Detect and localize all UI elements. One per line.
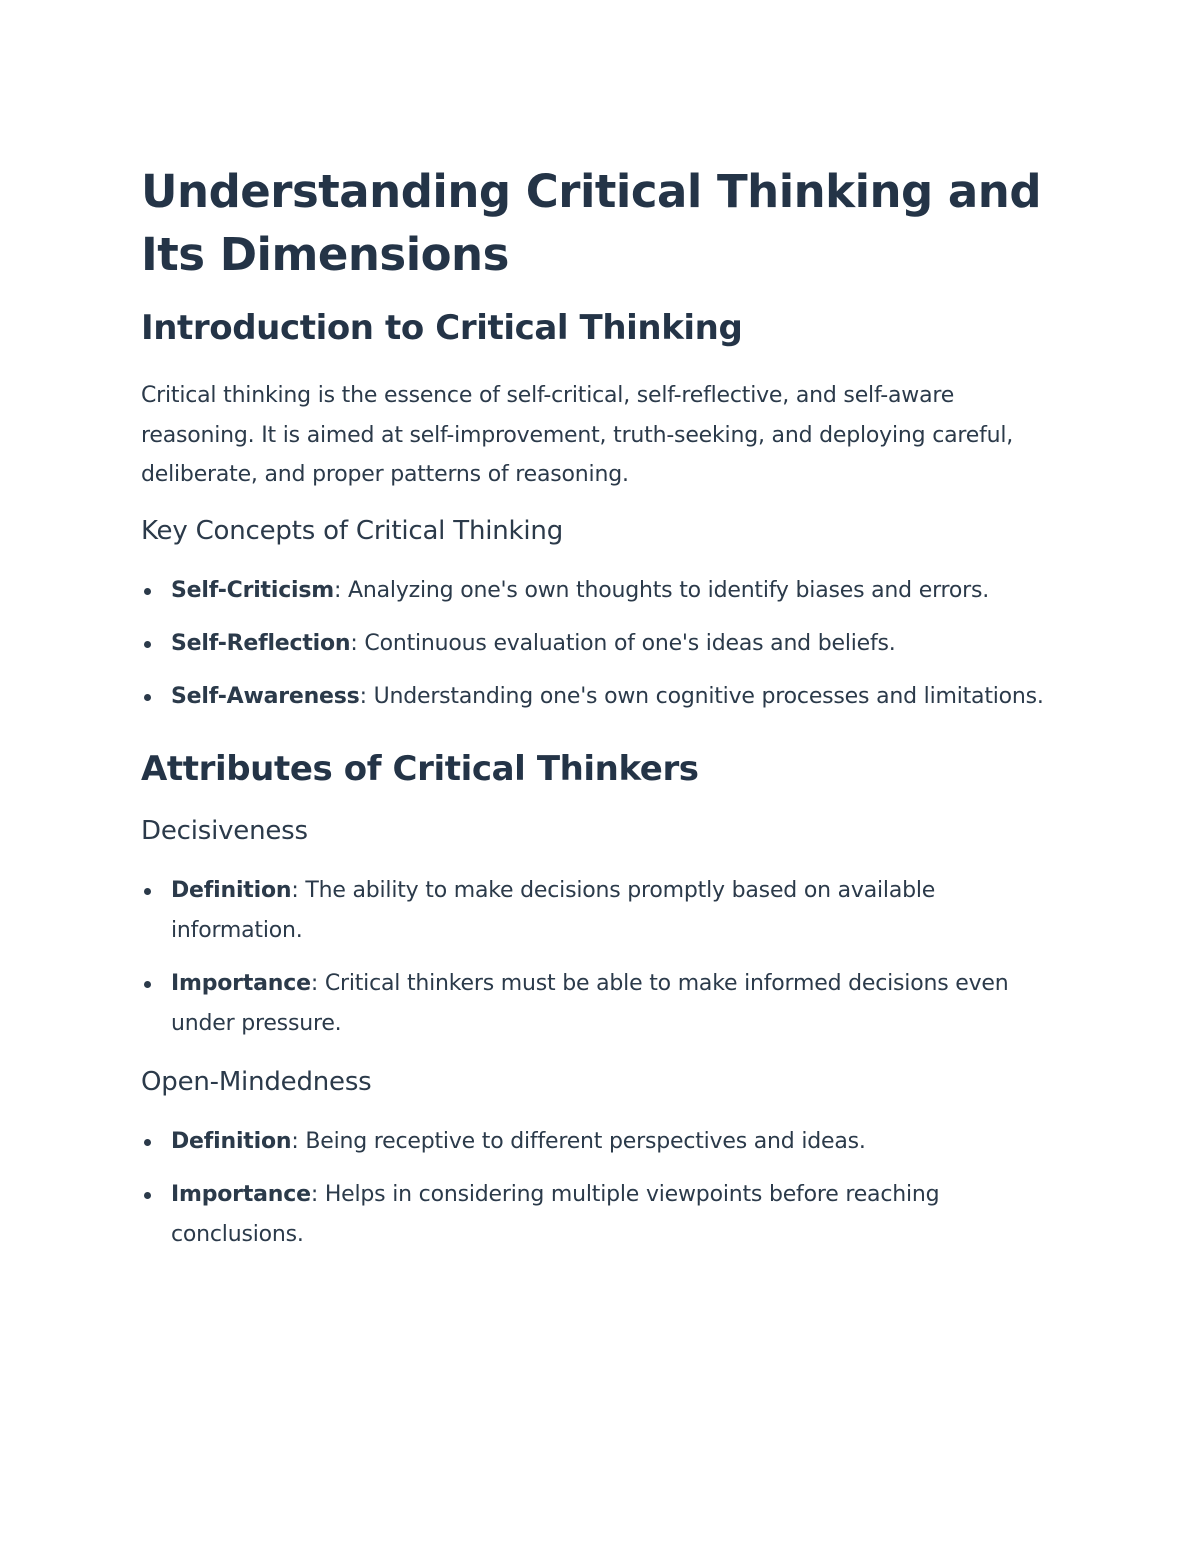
list-item-term: Definition — [171, 877, 292, 903]
list-item-term: Importance — [171, 1181, 311, 1207]
open-mindedness-list — [141, 1122, 1061, 1255]
document-title: Understanding Critical Thinking and Its Dimensions — [141, 165, 1042, 281]
list-item-term: Self-Reflection — [171, 630, 351, 656]
key-concepts-heading: Key Concepts of Critical Thinking — [141, 515, 563, 546]
list-item-text: : Critical thinkers must be able to make informed decisions even under pressure. — [171, 970, 1009, 1036]
document-page — [141, 160, 1061, 1255]
decisiveness-heading: Decisiveness — [141, 815, 308, 846]
decisiveness-list — [141, 871, 1061, 1044]
list-item-text: : The ability to make decisions promptly based on available information. — [171, 877, 936, 943]
list-item — [141, 624, 1061, 664]
list-item-term: Self-Awareness — [171, 683, 360, 709]
list-item-term: Importance — [171, 970, 311, 996]
list-item-term: Self-Criticism — [171, 577, 335, 603]
intro-heading: Introduction to Critical Thinking — [141, 308, 743, 348]
list-item-term: Definition — [171, 1128, 292, 1154]
list-item-text: : Continuous evaluation of one's ideas and beliefs. — [350, 630, 896, 656]
key-concepts-list — [141, 571, 1061, 717]
list-item-text: : Being receptive to different perspectives and ideas. — [291, 1128, 866, 1154]
open-mindedness-heading: Open-Mindedness — [141, 1066, 372, 1097]
list-item — [141, 964, 1061, 1044]
attributes-heading: Attributes of Critical Thinkers — [141, 748, 699, 789]
list-item — [141, 571, 1061, 611]
list-item — [141, 677, 1061, 717]
list-item-text: : Understanding one's own cognitive processes and limitations. — [359, 683, 1044, 709]
intro-paragraph: Critical thinking is the essence of self-critical, self-reflective, and self-aware reasoning. It is aimed at self-improvement, truth-seeking, and deploying careful, deliberate, and proper patterns of reasoning. — [141, 383, 1014, 487]
list-item-text: : Helps in considering multiple viewpoints before reaching conclusions. — [171, 1181, 940, 1247]
list-item — [141, 1122, 1061, 1162]
list-item-text: : Analyzing one's own thoughts to identify biases and errors. — [334, 577, 990, 603]
list-item — [141, 871, 1061, 951]
list-item — [141, 1175, 1061, 1255]
